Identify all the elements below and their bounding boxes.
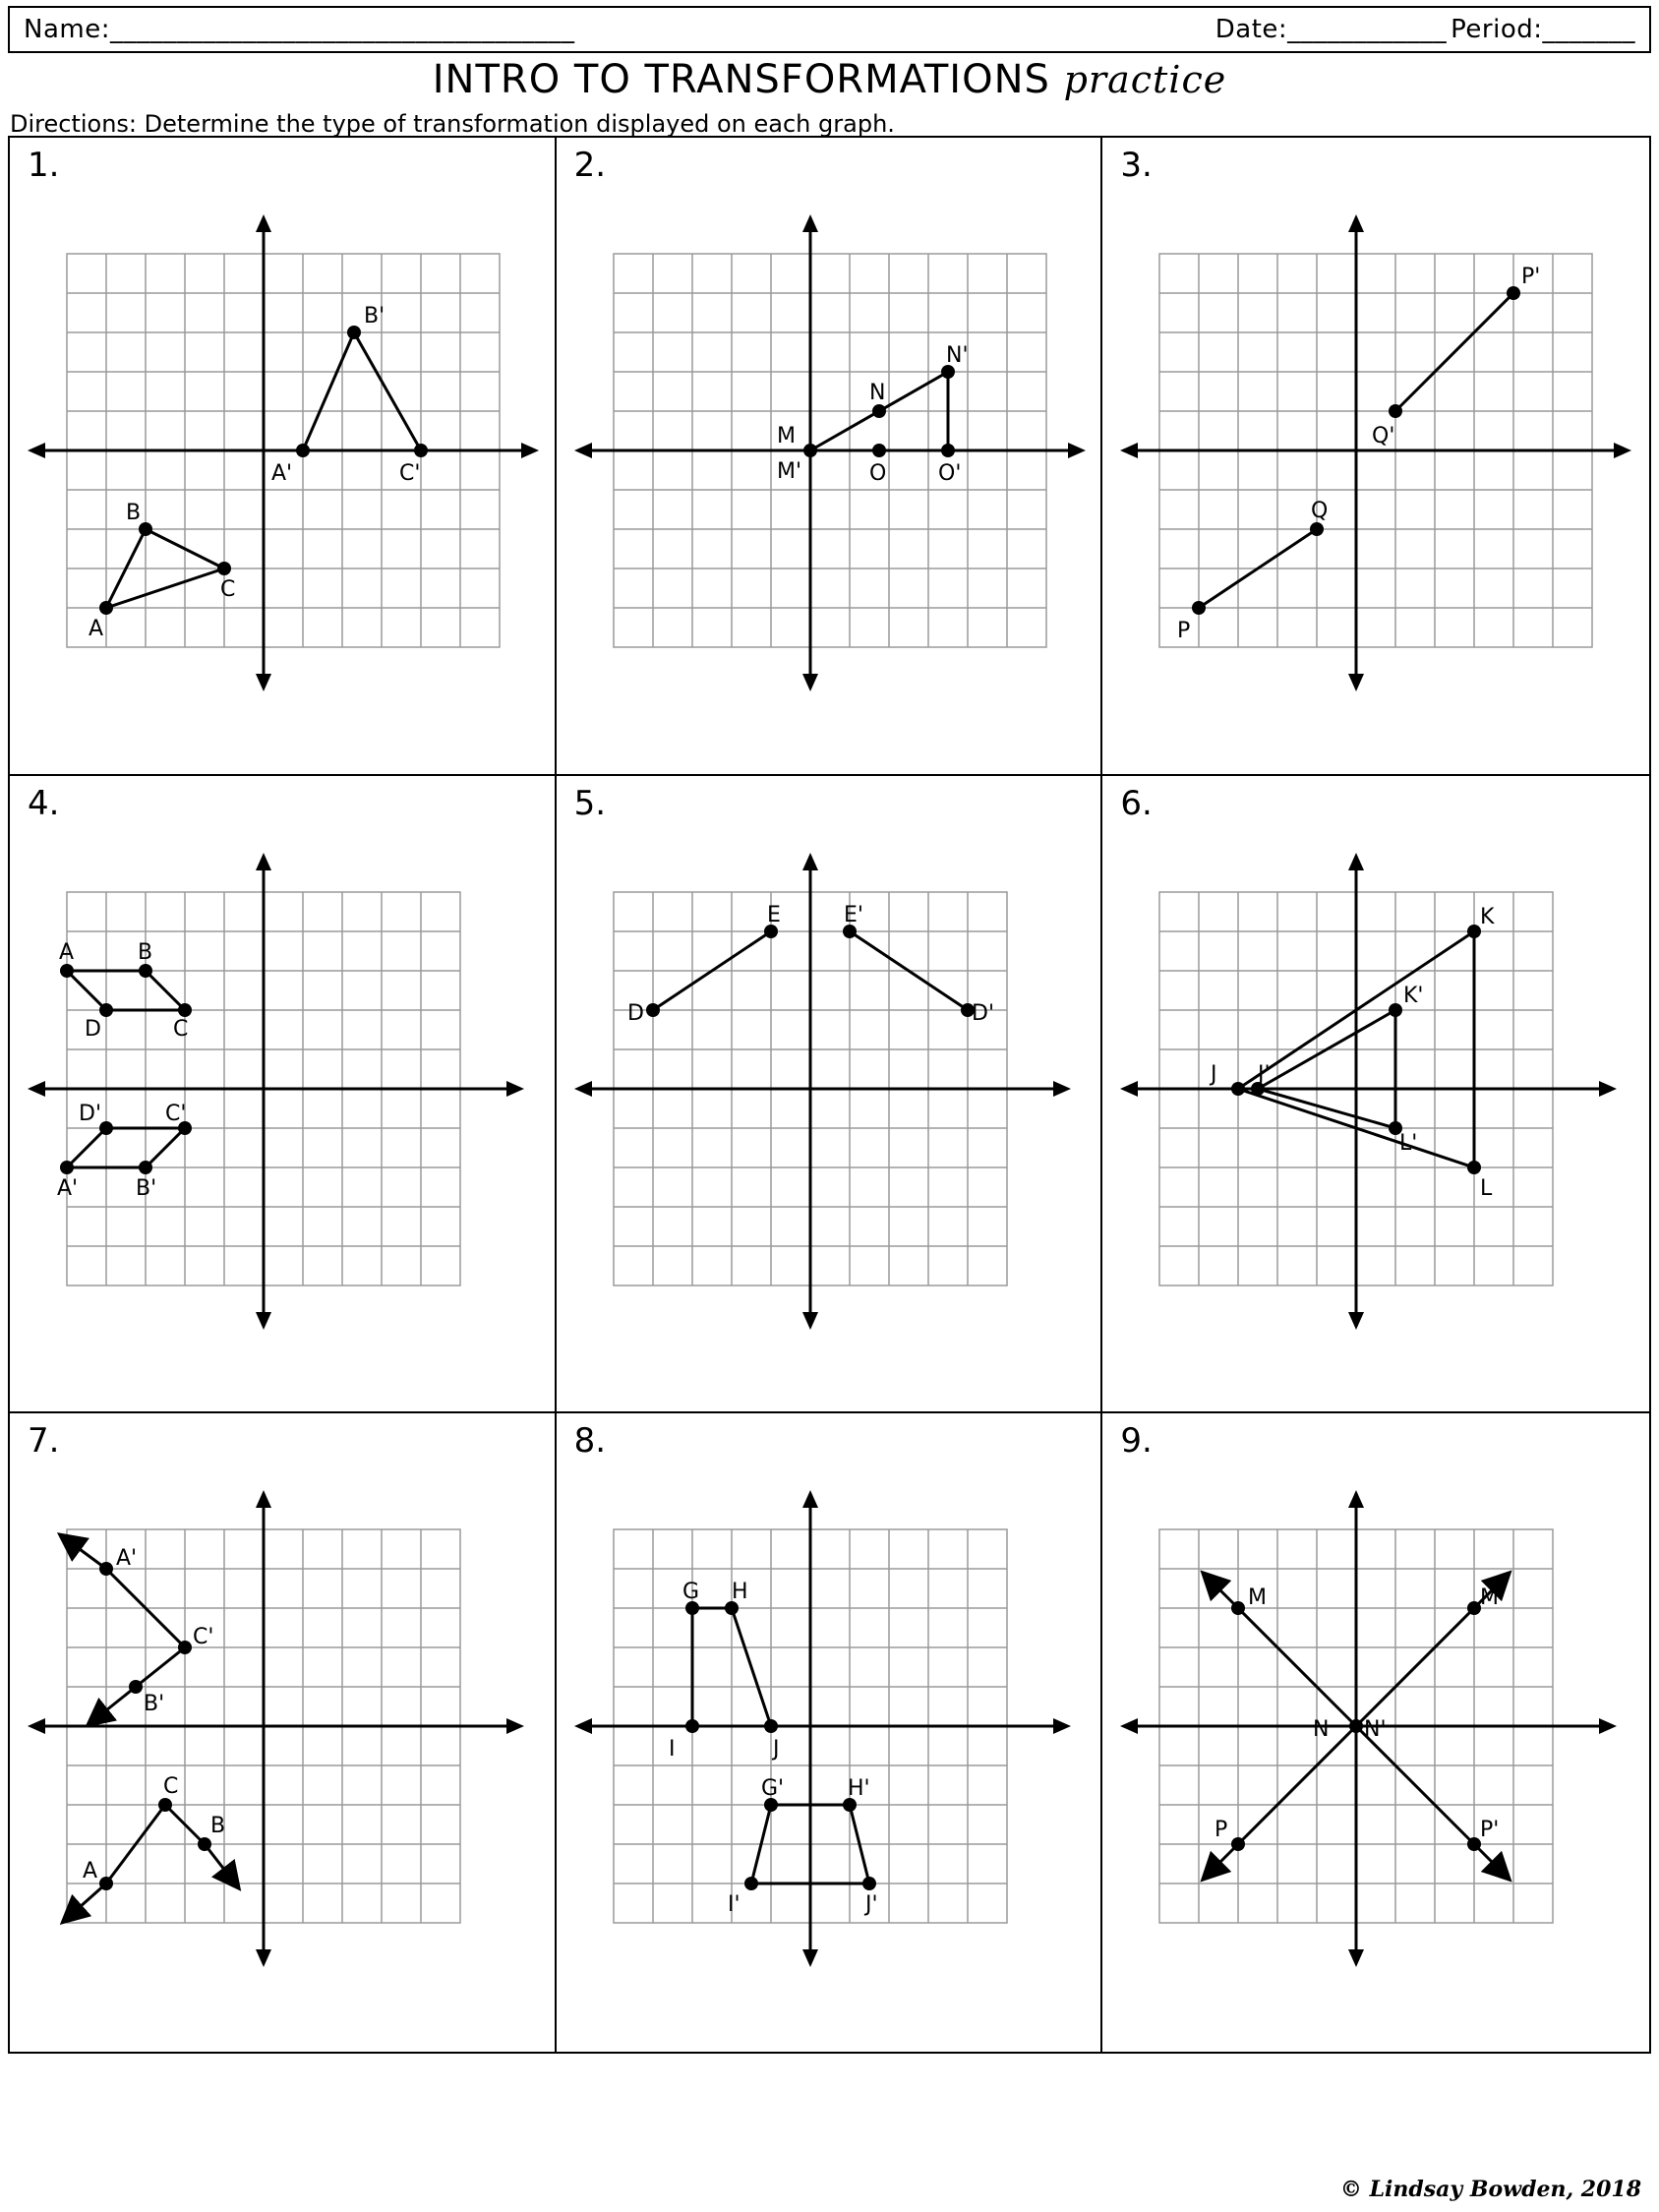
point-label: K': [1403, 983, 1424, 1008]
problem-number: 8.: [573, 1421, 607, 1462]
point-label: I: [668, 1737, 676, 1763]
problem-number: 6.: [1120, 783, 1153, 823]
point-label: I': [727, 1892, 741, 1918]
point-label: J: [1211, 1061, 1217, 1087]
point-label: D: [626, 1000, 644, 1026]
problem-cell-7: [10, 1413, 557, 2052]
point-label: B: [126, 501, 142, 525]
point-label: L': [1399, 1130, 1418, 1156]
graph-8[interactable]: [574, 1461, 1086, 2011]
point-label: M: [776, 424, 796, 448]
point-label: N: [868, 381, 886, 405]
problem-cell-4: [10, 776, 557, 1414]
point-label: G': [760, 1776, 784, 1802]
point-label: D': [79, 1101, 101, 1126]
problem-number: 2.: [573, 146, 607, 185]
point-label: K: [1480, 904, 1495, 929]
problem-number: 5.: [573, 783, 607, 823]
point-label: E: [766, 902, 781, 927]
point-label: B: [210, 1814, 226, 1839]
point-label: A': [116, 1546, 138, 1572]
point-label: P': [1521, 265, 1541, 289]
problem-number: 3.: [1120, 146, 1153, 185]
graph-5[interactable]: [574, 823, 1086, 1374]
point-label: O: [868, 461, 886, 486]
point-label: C: [173, 1016, 189, 1042]
point-label: C': [193, 1625, 214, 1650]
graph-3[interactable]: [1120, 185, 1631, 736]
name-date-period-bar: [8, 6, 1651, 53]
point-label: C': [399, 461, 421, 486]
point-label: J: [772, 1737, 780, 1763]
point-label: D: [85, 1016, 101, 1042]
date-field-label[interactable]: Date:____________: [1215, 15, 1448, 44]
point-label: C': [165, 1101, 187, 1126]
problem-number: 4.: [28, 783, 60, 823]
point-label: C: [163, 1774, 179, 1800]
point-label: B': [136, 1175, 157, 1201]
point-label: J': [1258, 1061, 1271, 1087]
problems-grid: [8, 136, 1651, 2054]
title-script: practice: [1063, 58, 1227, 101]
point-label: M': [1480, 1585, 1506, 1611]
point-label: P: [1177, 619, 1191, 643]
point-label: B': [364, 304, 385, 329]
name-field-label[interactable]: Name:___________________________________: [24, 15, 575, 44]
point-label: A': [57, 1175, 79, 1201]
point-label: E': [843, 902, 863, 927]
point-label: A: [59, 939, 75, 965]
point-label: H': [847, 1776, 870, 1802]
problem-cell-3: [1102, 138, 1649, 776]
point-label: Q': [1372, 424, 1395, 448]
graph-4[interactable]: [28, 823, 539, 1374]
point-label: N': [945, 343, 969, 368]
point-label: B: [138, 939, 153, 965]
problem-cell-1: [10, 138, 557, 776]
point-label: M: [1248, 1585, 1268, 1611]
point-label: A: [83, 1859, 98, 1884]
page-title: [0, 57, 1659, 102]
period-field-label[interactable]: Period:_______: [1451, 15, 1635, 44]
point-label: B': [144, 1692, 165, 1717]
point-label: N': [1364, 1717, 1387, 1743]
copyright-credit: © Lindsay Bowden, 2018: [1339, 2177, 1641, 2202]
problem-cell-8: [557, 1413, 1103, 2052]
problem-cell-6: [1102, 776, 1649, 1414]
point-label: P': [1480, 1818, 1500, 1843]
point-label: H: [731, 1580, 748, 1605]
problem-number: 9.: [1120, 1421, 1153, 1462]
point-label: J': [864, 1892, 878, 1918]
problem-number: 7.: [28, 1421, 60, 1462]
point-label: C: [220, 577, 236, 602]
point-label: L: [1480, 1175, 1493, 1201]
title-main: INTRO TO TRANSFORMATIONS: [432, 57, 1050, 102]
problem-cell-2: [557, 138, 1103, 776]
point-label: D': [971, 1000, 994, 1026]
point-label: G: [681, 1580, 699, 1605]
graph-9[interactable]: [1120, 1461, 1631, 2011]
graph-6[interactable]: [1120, 823, 1631, 1374]
graph-2[interactable]: [574, 185, 1086, 736]
point-label: P: [1215, 1818, 1228, 1843]
directions-text: Directions: Determine the type of transformation displayed on each graph.: [10, 110, 895, 138]
problem-cell-9: [1102, 1413, 1649, 2052]
point-label: M': [776, 459, 801, 484]
problem-cell-5: [557, 776, 1103, 1414]
graph-1[interactable]: [28, 185, 539, 736]
point-label: N: [1313, 1717, 1330, 1743]
graph-7[interactable]: [28, 1461, 539, 2011]
point-label: A': [271, 461, 293, 486]
point-label: Q: [1311, 499, 1329, 523]
point-label: O': [937, 461, 962, 486]
problem-number: 1.: [28, 146, 60, 185]
point-label: A: [89, 617, 104, 641]
